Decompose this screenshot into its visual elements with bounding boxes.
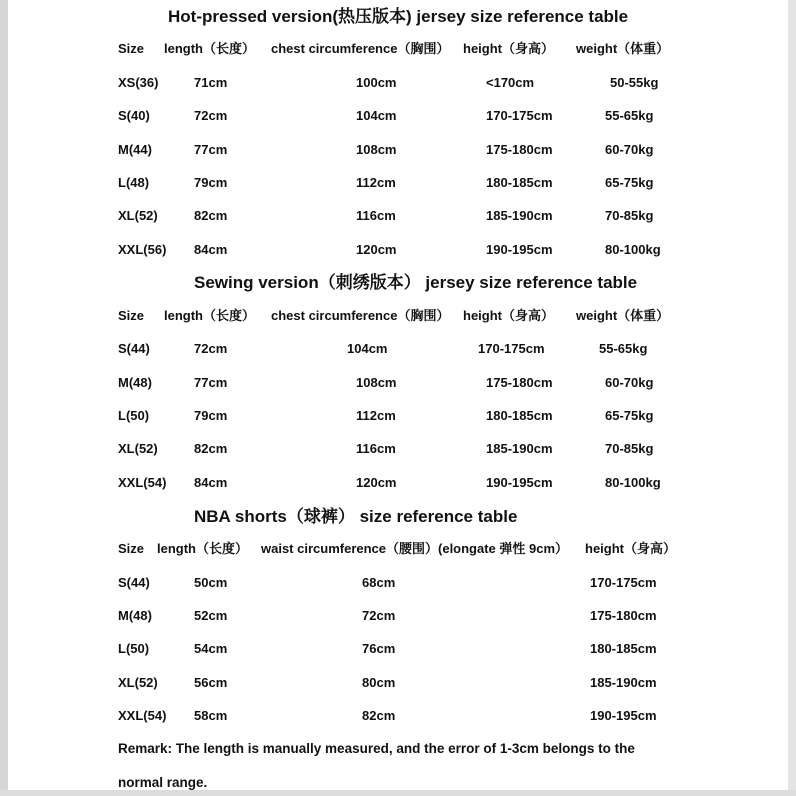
cell-waist: 72cm: [362, 608, 396, 623]
cell-height: 185-190cm: [486, 208, 553, 223]
shorts-title: NBA shorts（球裤） size reference table: [194, 507, 518, 526]
cell-size: S(44): [118, 575, 150, 590]
header-length: length（长度）: [164, 308, 255, 323]
header-size: Size: [118, 41, 145, 56]
header-height: height（身高）: [463, 308, 554, 323]
cell-height: 185-190cm: [590, 675, 657, 690]
cell-size: XXL(54): [118, 708, 167, 723]
cell-height: 185-190cm: [486, 441, 553, 456]
cell-size: L(50): [118, 641, 150, 656]
cell-height: 180-185cm: [486, 408, 553, 423]
cell-size: XL(52): [118, 208, 158, 223]
cell-weight: 65-75kg: [605, 408, 654, 423]
cell-height: 180-185cm: [486, 175, 553, 190]
header-weight: weight（体重）: [576, 41, 670, 56]
header-weight: weight（体重）: [576, 308, 670, 323]
right-border: [788, 0, 796, 796]
header-height: height（身高）: [463, 41, 554, 56]
cell-size: XL(52): [118, 675, 158, 690]
cell-size: M(48): [118, 375, 152, 390]
cell-weight: 70-85kg: [605, 208, 654, 223]
cell-chest: 100cm: [356, 75, 397, 90]
cell-chest: 108cm: [356, 375, 397, 390]
cell-weight: 65-75kg: [605, 175, 654, 190]
cell-size: M(48): [118, 608, 152, 623]
cell-length: 71cm: [194, 75, 228, 90]
cell-height: 190-195cm: [590, 708, 657, 723]
cell-size: XS(36): [118, 75, 159, 90]
cell-chest: 120cm: [356, 242, 397, 257]
cell-length: 84cm: [194, 475, 228, 490]
remark-line-1: Remark: The length is manually measured, and the error of 1-3cm belongs to the: [118, 741, 635, 756]
cell-size: S(44): [118, 341, 150, 356]
cell-height: 175-180cm: [486, 142, 553, 157]
cell-height: 190-195cm: [486, 242, 553, 257]
sewing-title: Sewing version（刺绣版本） jersey size reference table: [194, 273, 638, 292]
cell-length: 79cm: [194, 175, 228, 190]
cell-height: 180-185cm: [590, 641, 657, 656]
cell-length: 82cm: [194, 441, 228, 456]
cell-chest: 120cm: [356, 475, 397, 490]
cell-chest: 112cm: [356, 408, 396, 423]
cell-length: 72cm: [194, 341, 228, 356]
hot-pressed-title: Hot-pressed version(热压版本) jersey size reference table: [168, 7, 629, 26]
cell-size: XXL(56): [118, 242, 167, 257]
cell-length: 52cm: [194, 608, 228, 623]
cell-weight: 60-70kg: [605, 375, 654, 390]
header-waist: waist circumference（腰围）(elongate 弹性 9cm）: [261, 541, 569, 556]
cell-height: 170-175cm: [486, 108, 553, 123]
cell-height: 170-175cm: [478, 341, 545, 356]
cell-size: L(48): [118, 175, 150, 190]
cell-length: 50cm: [194, 575, 228, 590]
cell-size: L(50): [118, 408, 150, 423]
cell-weight: 55-65kg: [599, 341, 648, 356]
cell-size: M(44): [118, 142, 152, 157]
cell-height: <170cm: [486, 75, 535, 90]
header-length: length（长度）: [164, 41, 255, 56]
cell-length: 84cm: [194, 242, 228, 257]
header-length: length（长度）: [157, 541, 248, 556]
cell-weight: 55-65kg: [605, 108, 654, 123]
cell-length: 79cm: [194, 408, 228, 423]
cell-weight: 50-55kg: [610, 75, 659, 90]
cell-length: 77cm: [194, 375, 228, 390]
remark-line-2: normal range.: [118, 775, 208, 790]
cell-length: 56cm: [194, 675, 228, 690]
cell-size: S(40): [118, 108, 150, 123]
header-size: Size: [118, 308, 145, 323]
cell-length: 58cm: [194, 708, 228, 723]
cell-chest: 104cm: [347, 341, 388, 356]
cell-height: 190-195cm: [486, 475, 553, 490]
cell-height: 175-180cm: [590, 608, 657, 623]
header-height: height（身高）: [585, 541, 676, 556]
cell-size: XL(52): [118, 441, 158, 456]
cell-chest: 116cm: [356, 441, 396, 456]
header-chest: chest circumference（胸围）: [271, 41, 450, 56]
cell-chest: 116cm: [356, 208, 396, 223]
header-chest: chest circumference（胸围）: [271, 308, 450, 323]
cell-chest: 108cm: [356, 142, 397, 157]
cell-weight: 70-85kg: [605, 441, 654, 456]
header-size: Size: [118, 541, 145, 556]
cell-weight: 80-100kg: [605, 475, 661, 490]
cell-weight: 60-70kg: [605, 142, 654, 157]
cell-length: 82cm: [194, 208, 228, 223]
cell-weight: 80-100kg: [605, 242, 661, 257]
cell-waist: 68cm: [362, 575, 396, 590]
cell-length: 72cm: [194, 108, 228, 123]
cell-length: 77cm: [194, 142, 228, 157]
cell-waist: 76cm: [362, 641, 396, 656]
cell-size: XXL(54): [118, 475, 167, 490]
cell-height: 170-175cm: [590, 575, 657, 590]
cell-length: 54cm: [194, 641, 228, 656]
cell-chest: 112cm: [356, 175, 396, 190]
cell-waist: 80cm: [362, 675, 396, 690]
cell-height: 175-180cm: [486, 375, 553, 390]
cell-chest: 104cm: [356, 108, 397, 123]
cell-waist: 82cm: [362, 708, 396, 723]
left-border: [0, 0, 8, 796]
